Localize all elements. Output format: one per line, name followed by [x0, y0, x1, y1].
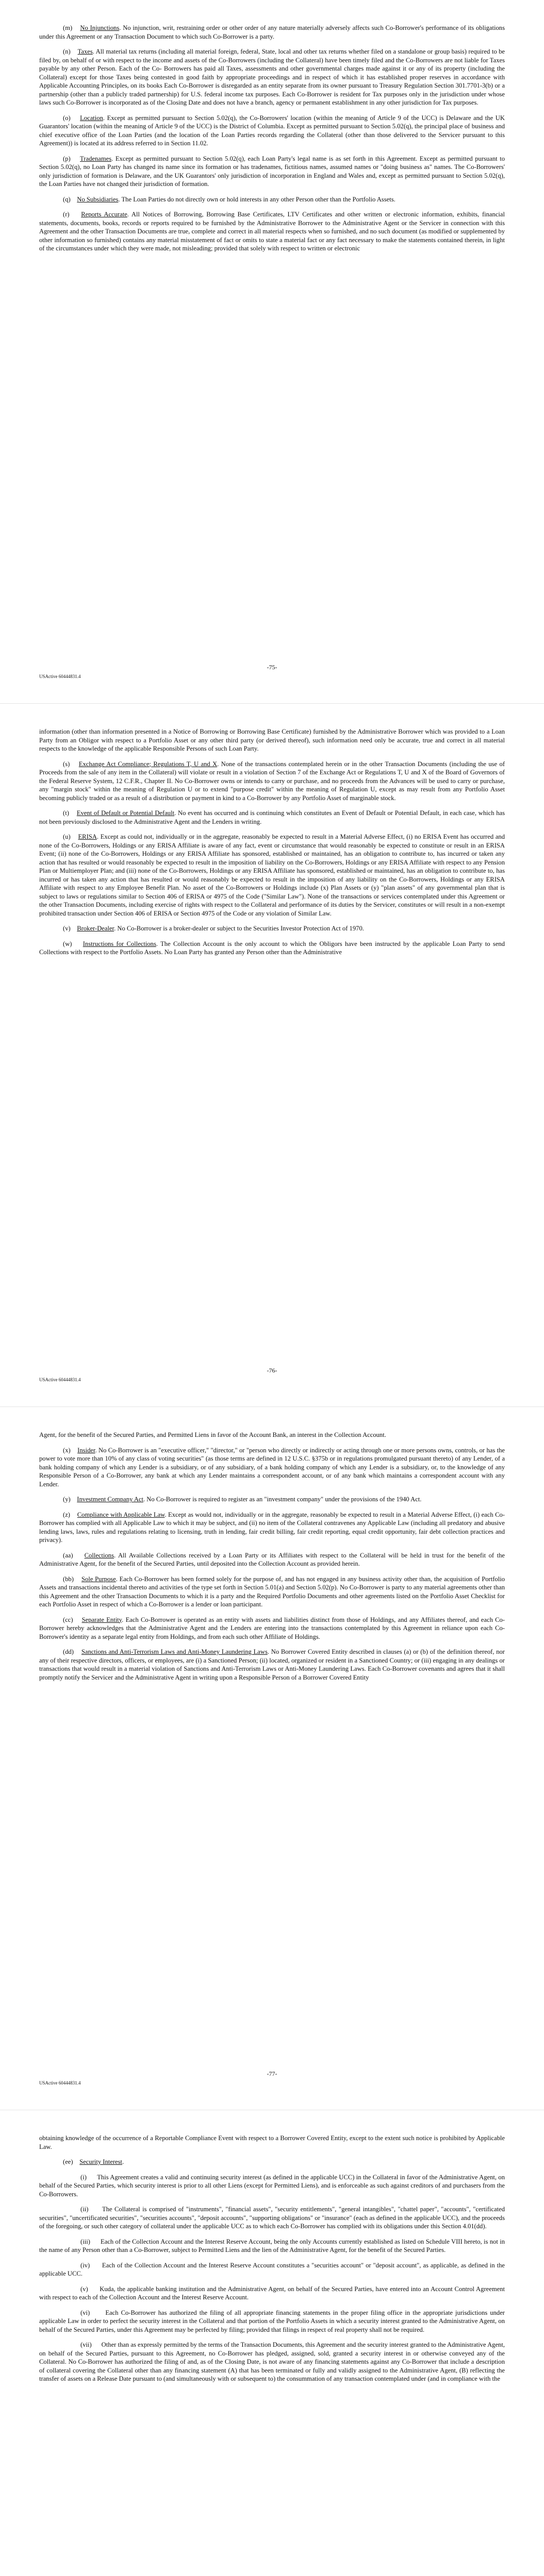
document-id: USActive 60444831.4 — [39, 674, 81, 679]
para-t: (t) Event of Default or Potential Default. No event has occurred and is continuing which constitutes an Event of Default or Potential Default, in each case, which has not been previously disclosed to the Administrative Agent and the Lenders in writing. — [39, 809, 505, 825]
para-ee-i: (i) This Agreement creates a valid and continuing security interest (as defined in the applicable UCC) in the Collateral in favor of the Administrative Agent, on behalf of the Secured Parties, which security interest is prior to all other Liens (except for Permitted Liens), and is enforceable as such against creditors of and purchasers from the Co-Borrowers. — [39, 2173, 505, 2198]
para-v: (v) Broker-Dealer. No Co-Borrower is a broker-dealer or subject to the Securities Investor Protection Act of 1970. — [63, 925, 364, 932]
para-r-continued: information (other than information presented in a Notice of Borrowing or Borrowing Base Certificate) furnished by the Administrative Borrower which was provided to a Loan Party from an Obligor with respect to a Portfolio Asset or any other third party (or derived thereof), such information need only be accurate, true and correct in all material respects to the knowledge of the applicable Responsible Persons of such Loan Party. — [39, 728, 505, 752]
para-z: (z) Compliance with Applicable Law. Except as would not, individually or in the aggregate, reasonably be expected to result in a Material Adverse Effect, (i) each Co-Borrower has complied with all Applicable Law to which it may be subject, and (ii) no item of the Collateral contravenes any Applicable Law (including all predatory and abusive lending laws, laws, rules and regulations relating to licensing, truth in lending, fair credit billing, fair credit reporting, equal credit opportunity, fair debt collection practices and privacy). — [39, 1511, 505, 1544]
para-dd-continued: obtaining knowledge of the occurrence of a Reportable Compliance Event with respect to a Borrower Covered Entity, except to the extent such notice is prohibited by Applicable Law. — [39, 2134, 505, 2150]
page-number: -76- — [267, 1367, 277, 1374]
para-dd: (dd) Sanctions and Anti-Terrorism Laws and Anti-Money Laundering Laws. No Borrower Covered Entity described in clauses (a) or (b) of the definition thereof, nor any of their respective directors, officers, or employees, are (i) a Sanctioned Person; (ii) located, organized or resident in a Sanctioned Country; or (iii) engaging in any dealings or transactions that would result in a material violation of Sanctions and Anti-Terrorism Laws or Anti-Money Laundering Laws. Each Co-Borrower covenants and agrees that it shall promptly notify the Servicer and the Administrative Agent in writing upon a Responsible Person of a Borrower Covered Entity — [39, 1648, 505, 1681]
para-ee-ii: (ii) The Collateral is comprised of "instruments", "financial assets", "security entitlements", "general intangibles", "chattel paper", "accounts", "certificated securities", "uncertificated securities", "securities accounts", "deposit accounts", "supporting obligations" or "insurance" (each as defined in the applicable UCC), and the proceeds of the foregoing, or such other category of collateral under the applicable UCC as to which each Co-Borrower has complied with its obligations under this Section 4.01(dd). — [39, 2206, 505, 2230]
para-r: (r) Reports Accurate. All Notices of Borrowing, Borrowing Base Certificates, LTV Certificates and other written or electronic information, exhibits, financial statements, documents, books, records or reports required to be furnished by the Administrative Borrower to the Administrative Agent or the Servicer in connection with this Agreement and the other Transaction Documents are true, complete and correct in all material respects when so furnished, and no such document (as modified or supplemented by other information so furnished) contains any material misstatement of fact or omits to state a material fact or any fact necessary to make the statements contained therein, in light of the circumstances under which they were made, not misleading; provided that solely with respect to written or electronic — [39, 211, 505, 252]
para-ee-iii: (iii) Each of the Collection Account and the Interest Reserve Account, being the only Accounts currently established as listed on Schedule VIII hereto, is not in the name of any Person other than a Co-Borrower, subject to Permitted Liens and the lien of the Administrative Agent, for the benefit of the Secured Parties. — [39, 2238, 505, 2253]
document-id: USActive 60444831.4 — [39, 1377, 81, 1382]
para-o: (o) Location. Except as permitted pursuant to Section 5.02(q), the Co-Borrowers' location (within the meaning of Article 9 of the UCC) is Delaware and the UK Guarantors' location (within the meaning of Article 9 of the UCC) is the District of Columbia. Except as permitted pursuant to Section 5.02(q), the principal place of business and chief executive office of the Loan Parties (and the location of the Loan Parties records regarding the Collateral (other than those delivered to the Servicer pursuant to this Agreement)) is located at its address referred to in Section 11.02. — [39, 114, 505, 147]
para-w: (w) Instructions for Collections. The Collection Account is the only account to which the Obligors have been instructed by the applicable Loan Party to send Collections with respect to the Portfolio Assets. No Loan Party has granted any Person other than the Administrative — [39, 940, 505, 956]
para-y: (y) Investment Company Act. No Co-Borrower is required to register as an "investment company" under the provisions of the 1940 Act. — [63, 1496, 422, 1503]
document-id: USActive 60444831.4 — [39, 2080, 81, 2086]
para-bb: (bb) Sole Purpose. Each Co-Borrower has been formed solely for the purpose of, and has not engaged in any business activity other than, the acquisition of Portfolio Assets and transactions incidental thereto and activities of the type set forth in Section 5.01(a) and Section 5.02(p). No Co-Borrower is party to any material agreements other than this Agreement and the other Transaction Documents to which it is a party and the Required Portfolio Documents and other agreements listed on the Portfolio Asset Checklist for each Portfolio Asset in respect of which a Co-Borrower is a lender or loan participant. — [39, 1575, 505, 1608]
para-m: (m) No Injunctions. No injunction, writ, restraining order or other order of any nature materially adversely affects such Co-Borrower's performance of its obligations under this Agreement or any Transaction Document to which such Co-Borrower is a party. — [39, 24, 505, 40]
page-number: -75- — [267, 664, 277, 671]
para-ee-v: (v) Kuda, the applicable banking institution and the Administrative Agent, on behalf of the Secured Parties, have entered into an Account Control Agreement with respect to each of the Collection Account and the Interest Reserve Account. — [39, 2285, 505, 2301]
page-77 — [0, 1406, 544, 2110]
page-76 — [0, 703, 544, 1406]
page-78 — [0, 2110, 544, 2576]
para-s: (s) Exchange Act Compliance; Regulations T, U and X. None of the transactions contemplated herein or in the other Transaction Documents (including the use of Proceeds from the sale of any item in the Collateral) will violate or result in a violation of Section 7 of the Exchange Act or Regulations T, U and X of the Board of Governors of the Federal Reserve System, 12 C.F.R., Chapter II. No Co-Borrower owns or intends to carry or purchase, and no proceeds from the Advances will be used to carry or purchase, any "margin stock" within the meaning of Regulation U or to extend "purpose credit" within the meaning of Regulation U, except as may result from any Portfolio Asset becoming publicly traded or as a result of a distribution or payment in kind to a Co-Borrower by any Portfolio Asset of marginable stock. — [39, 760, 505, 802]
page-footer — [0, 2070, 544, 2086]
para-x: (x) Insider. No Co-Borrower is an "executive officer," "director," or "person who directly or indirectly or acting through one or more persons owns, controls, or has the power to vote more than 10% of any class of voting securities" (as those terms are defined in 12 U.S.C. §375b or in regulations promulgated pursuant thereto) of any Lender, of a bank holding company of which any Lender is a subsidiary, or of any subsidiary, of a bank holding company of which any Lender is a subsidiary, or, to the knowledge of any Responsible Person of a Co-Borrower, any bank at which any Lender maintains a correspondent account, or of any bank which maintains a correspondent account with any Lender. — [39, 1446, 505, 1488]
para-ee-vii: (vii) Other than as expressly permitted by the terms of the Transaction Documents, this Agreement and the security interest granted to the Administrative Agent, on behalf of the Secured Parties, pursuant to this Agreement, no Co-Borrower has pledged, assigned, sold, granted a security interest in or otherwise conveyed any of the Collateral. No Co-Borrower has authorized the filing of and, as of the Closing Date, is not aware of any financing statements against any Co-Borrower that include a description of collateral covering the Collateral other than any financing statement (A) that has been terminated or fully and validly assigned to the Administrative Agent, (B) reflecting the transfer of assets on a Release Date pursuant to (and simultaneously with or subsequent to) the consummation of any transaction contemplated under (and in compliance with the — [39, 2341, 505, 2382]
para-ee-vi: (vi) Each Co-Borrower has authorized the filing of all appropriate financing statements in the proper filing office in the appropriate jurisdictions under applicable Law in order to perfect the security interest in the Collateral and that portion of the Portfolio Assets in which a security interest granted to the Administrative Agent, on behalf of the Secured Parties, under this Agreement may be perfected by filing; provided that filings in respect of real property shall not be required. — [39, 2309, 505, 2333]
para-u: (u) ERISA. Except as could not, individually or in the aggregate, reasonably be expected to result in a Material Adverse Effect, (i) no ERISA Event has occurred and none of the Co-Borrowers, Holdings or any ERISA Affiliate is aware of any fact, event or circumstance that would reasonably be expected to constitute or result in an ERISA Event; (ii) none of the Co-Borrowers, Holdings or any ERISA Affiliate has sponsored, established or maintained, has an obligation to contribute to, has incurred or taken any action that has resulted or would reasonably be expected to result in the imposition of liability on the Co-Borrowers, Holdings or any ERISA Affiliate with respect to any Pension Plan or Multiemployer Plan; and (iii) none of the Co-Borrowers, Holdings or any ERISA Affiliate has sponsored, established or maintained, has an obligation to contribute to, has incurred or has taken any action that has resulted or would reasonably be expected to result in the imposition of any liability on the Co-Borrowers, Holdings or any ERISA Affiliate with respect to any Employee Benefit Plan. No asset of the Co-Borrowers or Holdings include (x) Plan Assets or (y) "plan assets" of any governmental plan that is subject to laws or regulations similar to Section 406 of ERISA or 4975 of the Code ("Similar Law"). None of the transactions or services contemplated under this Agreement or the other Transaction Documents, including exercise of rights with respect to the Collateral and performance of its duties by the Servicer, constitutes or will result in a non-exempt prohibited transaction under Section 406 of ERISA or Section 4975 of the Code or any violation of Similar Law. — [39, 833, 505, 917]
page-number: -77- — [267, 2070, 277, 2077]
para-ee: (ee) Security Interest. — [63, 2158, 124, 2165]
para-aa: (aa) Collections. All Available Collections received by a Loan Party or its Affiliates with respect to the Collateral will be held in trust for the benefit of the Administrative Agent, for the benefit of the Secured Parties, until deposited into the Collection Account as provided herein. — [39, 1551, 505, 1567]
para-p: (p) Tradenames. Except as permitted pursuant to Section 5.02(q), each Loan Party's legal name is as set forth in this Agreement. Except as permitted pursuant to Section 5.02(q), no Loan Party has changed its name since its formation or has tradenames, fictitious names, assumed names or "doing business as" names. The Co-Borrowers' only jurisdiction of formation is Delaware, and the UK Guarantors' only jurisdiction of incorporation in England and Wales and, except as permitted pursuant to Section 5.02(q), the Loan Parties have not changed their jurisdiction of formation. — [39, 155, 505, 188]
page-footer — [0, 664, 544, 680]
para-ee-iv: (iv) Each of the Collection Account and the Interest Reserve Account constitutes a "securities account" or "deposit account", as applicable, as defined in the applicable UCC. — [39, 2261, 505, 2277]
page-footer — [0, 1367, 544, 1383]
para-w-continued: Agent, for the benefit of the Secured Parties, and Permitted Liens in favor of the Account Bank, an interest in the Collection Account. — [39, 1431, 386, 1438]
para-n: (n) Taxes. All material tax returns (including all material foreign, federal, State, local and other tax returns whether filed on a standalone or group basis) required to be filed by, on behalf of or with respect to the income and assets of the Co-Borrowers (including the Collateral) have been timely filed and the Co-Borrowers are not liable for Taxes payable by any other Person. Each of the Co- Borrowers has paid all Taxes, assessments and other governmental charges made against it or any of its property (including the Collateral) except for those Taxes being contested in good faith by appropriate proceedings and in respect of which it has established proper reserves in accordance with Applicable Accounting Principles, on its books Each Co-Borrower is disregarded as an entity separate from its owner pursuant to Treasury Regulation Section 301.7701-3(b) or a partnership (other than a publicly traded partnership) for U.S. federal income tax purposes. Each Co-Borrower is resident for Tax purposes only in the jurisdiction under whose laws such Co-Borrower is incorporated as of the Closing Date and does not have a branch, agency or permanent establishment in any other jurisdiction for Tax purposes. — [39, 48, 505, 106]
page-75 — [0, 0, 544, 703]
para-q: (q) No Subsidiaries. The Loan Parties do not directly own or hold interests in any other Person other than the Portfolio Assets. — [63, 195, 395, 203]
para-cc: (cc) Separate Entity. Each Co-Borrower is operated as an entity with assets and liabilities distinct from those of Holdings, and any Affiliates thereof, and each Co-Borrower hereby acknowledges that the Administrative Agent and the Lenders are entering into the transactions contemplated by this Agreement in reliance upon each Co-Borrower's identity as a separate legal entity from Holdings, and from each such other Affiliate of Holdings. — [39, 1616, 505, 1640]
